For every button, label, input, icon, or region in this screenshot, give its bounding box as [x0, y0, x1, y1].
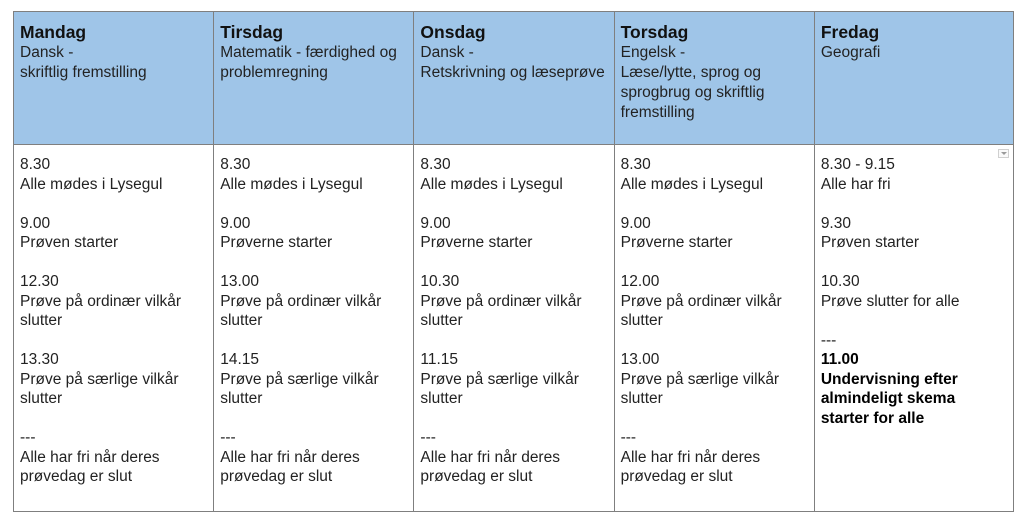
schedule-entry [220, 214, 407, 253]
body-cell-fredag[interactable] [814, 145, 1013, 512]
schedule-entry [821, 272, 1007, 311]
entry-text: Prøve på særlige vilkår slutter [20, 370, 179, 407]
entry-time: 11.15 [420, 351, 459, 368]
schedule-entry [420, 214, 607, 253]
entry-time: 10.30 [820, 273, 860, 290]
schedule-entry [420, 350, 607, 409]
body-cell-tirsdag[interactable] [214, 145, 414, 512]
schedule-entry [621, 428, 808, 487]
entry-time: 8.30 [220, 156, 251, 173]
entry-time: 13.00 [220, 273, 259, 290]
entry-time: --- [620, 429, 637, 446]
header-cell-mandag[interactable] [14, 12, 214, 145]
entry-text: Alle har fri [820, 175, 891, 193]
entry-time: 8.30 [20, 156, 51, 173]
entry-text: Prøve på ordinær vilkår slutter [20, 292, 182, 329]
day-name: Tirsdag [220, 22, 284, 42]
day-name: Torsdag [620, 22, 689, 42]
schedule-entry [621, 272, 808, 331]
entry-time: --- [20, 429, 36, 446]
entry-time: 9.30 [820, 214, 851, 232]
entry-text: Prøverne starter [420, 234, 533, 251]
day-name: Fredag [820, 22, 880, 42]
day-subject: Matematik - færdighed og problemregning [220, 44, 397, 81]
entry-text: Prøve på særlige vilkår slutter [620, 370, 780, 407]
entry-text: Alle har fri når deres prøvedag er slut [620, 448, 761, 485]
entry-text: Alle har fri når deres prøvedag er slut [420, 448, 560, 485]
entry-time: 13.30 [20, 351, 59, 368]
entry-text: Prøve slutter for alle [820, 292, 960, 310]
entry-text: Alle mødes i Lysegul [620, 175, 764, 193]
entry-text: Prøve på ordinær vilkår slutter [620, 292, 782, 329]
schedule-entry [420, 155, 607, 194]
entry-text: Undervisning efter almindeligt skema starter for alle [820, 370, 958, 427]
entry-text: Alle har fri når deres prøvedag er slut [220, 448, 360, 485]
schedule-entry [621, 350, 808, 409]
entry-text: Prøven starter [20, 234, 119, 251]
entry-text: Prøve på særlige vilkår slutter [220, 370, 379, 407]
schedule-entry [20, 272, 207, 331]
body-cell-onsdag[interactable] [414, 145, 614, 512]
schedule-entry [220, 155, 407, 194]
schedule-entry [220, 272, 407, 331]
highlight-entry [821, 350, 1007, 428]
entry-time: --- [220, 429, 236, 446]
body-row [14, 145, 1014, 512]
entry-text: Alle har fri når deres prøvedag er slut [20, 448, 160, 485]
schedule-entry [621, 155, 808, 194]
entry-text: Prøverne starter [220, 234, 333, 251]
header-cell-torsdag[interactable] [614, 12, 814, 145]
day-subject: Geografi [820, 44, 881, 61]
entry-time: 12.00 [620, 273, 660, 290]
entry-time: 9.00 [620, 214, 651, 232]
schedule-entry [821, 155, 1007, 194]
entry-time: 9.00 [220, 214, 251, 232]
entry-text: Alle mødes i Lysegul [20, 175, 163, 193]
entry-time: 8.30 [420, 156, 451, 173]
body-cell-torsdag[interactable] [614, 145, 814, 512]
header-row [14, 12, 1014, 145]
entry-time: 9.00 [420, 214, 451, 232]
schedule-entry [220, 428, 407, 487]
header-cell-fredag[interactable] [814, 12, 1013, 145]
entry-time: 12.30 [20, 273, 59, 290]
entry-time: 13.00 [620, 351, 660, 368]
day-subject: Dansk - skriftlig fremstilling [20, 44, 147, 81]
entry-time: 10.30 [420, 273, 460, 290]
entry-time: 11.00 [820, 351, 859, 368]
entry-text: Prøven starter [820, 234, 920, 251]
entry-time: --- [420, 429, 436, 446]
entry-text: Prøverne starter [620, 234, 733, 251]
schedule-entry [420, 428, 607, 487]
schedule-entry [20, 350, 207, 409]
entry-time: 9.00 [20, 214, 51, 232]
day-subject: Engelsk - Læse/lytte, sprog og sprogbrug og skriftlig fremstilling [620, 44, 765, 121]
exam-schedule-table [13, 11, 1014, 512]
entry-time: 8.30 - 9.15 [820, 156, 895, 173]
schedule-entry [821, 331, 1007, 351]
header-cell-tirsdag[interactable] [214, 12, 414, 145]
schedule-entry [20, 428, 207, 487]
schedule-entry [20, 214, 207, 253]
schedule-entry [20, 155, 207, 194]
header-cell-onsdag[interactable] [414, 12, 614, 145]
schedule-entry [220, 350, 407, 409]
entry-text: Alle mødes i Lysegul [420, 175, 563, 193]
separator-text: --- [820, 331, 837, 349]
day-subject: Dansk - Retskrivning og læseprøve [420, 44, 605, 81]
day-name: Mandag [20, 22, 87, 42]
entry-text: Prøve på ordinær vilkår slutter [220, 292, 382, 329]
entry-time: 14.15 [220, 351, 259, 368]
entry-text: Alle mødes i Lysegul [220, 175, 363, 193]
entry-time: 8.30 [620, 156, 651, 173]
entry-text: Prøve på særlige vilkår slutter [420, 370, 579, 407]
schedule-entry [420, 272, 607, 331]
entry-text: Prøve på ordinær vilkår slutter [420, 292, 582, 329]
cell-dropdown-icon[interactable] [998, 149, 1009, 158]
schedule-entry [621, 214, 808, 253]
body-cell-mandag[interactable] [14, 145, 214, 512]
schedule-entry [821, 214, 1007, 253]
day-name: Onsdag [420, 22, 486, 42]
